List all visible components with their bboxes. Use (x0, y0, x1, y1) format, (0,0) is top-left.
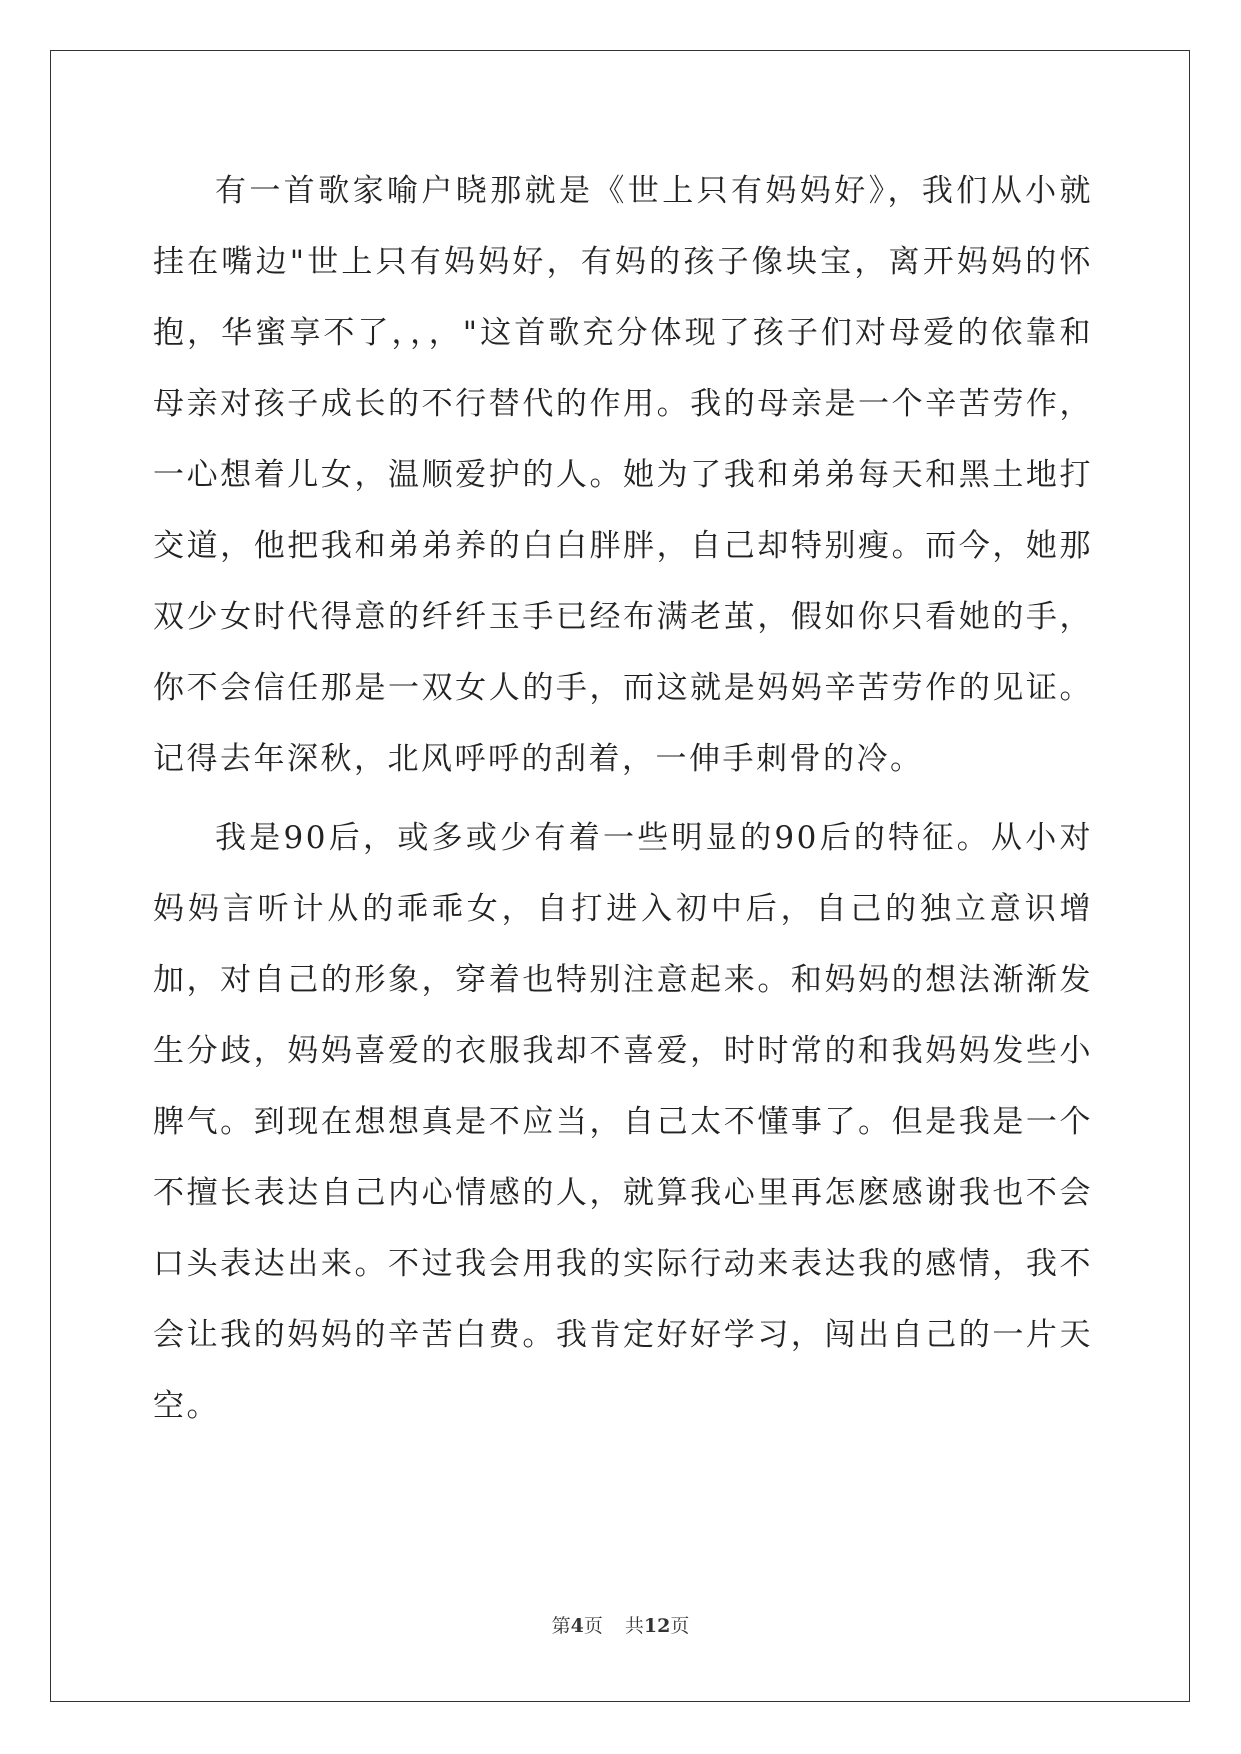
total-suffix: 页 (670, 1615, 690, 1637)
paragraph-1: 有一首歌家喻户晓那就是《世上只有妈妈好》，我们从小就挂在嘴边"世上只有妈妈好，有妈的孩子像块宝，离开妈妈的怀抱，华蜜享不了，，，"这首歌充分体现了孩子们对母爱的依靠和母亲对孩子成长的不行替代的作用。我的母亲是一个辛苦劳作，一心想着儿女，温顺爱护的人。她为了我和弟弟每天和黑土地打交道，他把我和弟弟养的白白胖胖，自己却特别瘦。而今，她那双少女时代得意的纤纤玉手已经布满老茧，假如你只看她的手，你不会信任那是一双女人的手，而这就是妈妈辛苦劳作的见证。记得去年深秋，北风呼呼的刮着，一伸手刺骨的冷。 (153, 173, 1093, 777)
paragraph-2: 我是90后，或多或少有着一些明显的90后的特征。从小对妈妈言听计从的乖乖女，自打进入初中后，自己的独立意识增加，对自己的形象，穿着也特别注意起来。和妈妈的想法渐渐发生分歧，妈妈喜爱的衣服我却不喜爱，时时常的和我妈妈发些小脾气。到现在想想真是不应当，自己太不懂事了。但是我是一个不擅长表达自己内心情感的人，就算我心里再怎麽感谢我也不会口头表达出来。不过我会用我的实际行动来表达我的感情，我不会让我的妈妈的辛苦白费。我肯定好好学习，闯出自己的一片天空。 (153, 820, 1093, 1424)
total-page-count: 12 (643, 1615, 671, 1637)
document-body (153, 156, 1093, 1442)
current-page-number: 4 (570, 1615, 584, 1637)
page-suffix: 页 (583, 1615, 603, 1637)
total-prefix: 共 (624, 1615, 644, 1637)
page-footer (0, 1611, 1241, 1638)
page-prefix: 第 (551, 1615, 571, 1637)
